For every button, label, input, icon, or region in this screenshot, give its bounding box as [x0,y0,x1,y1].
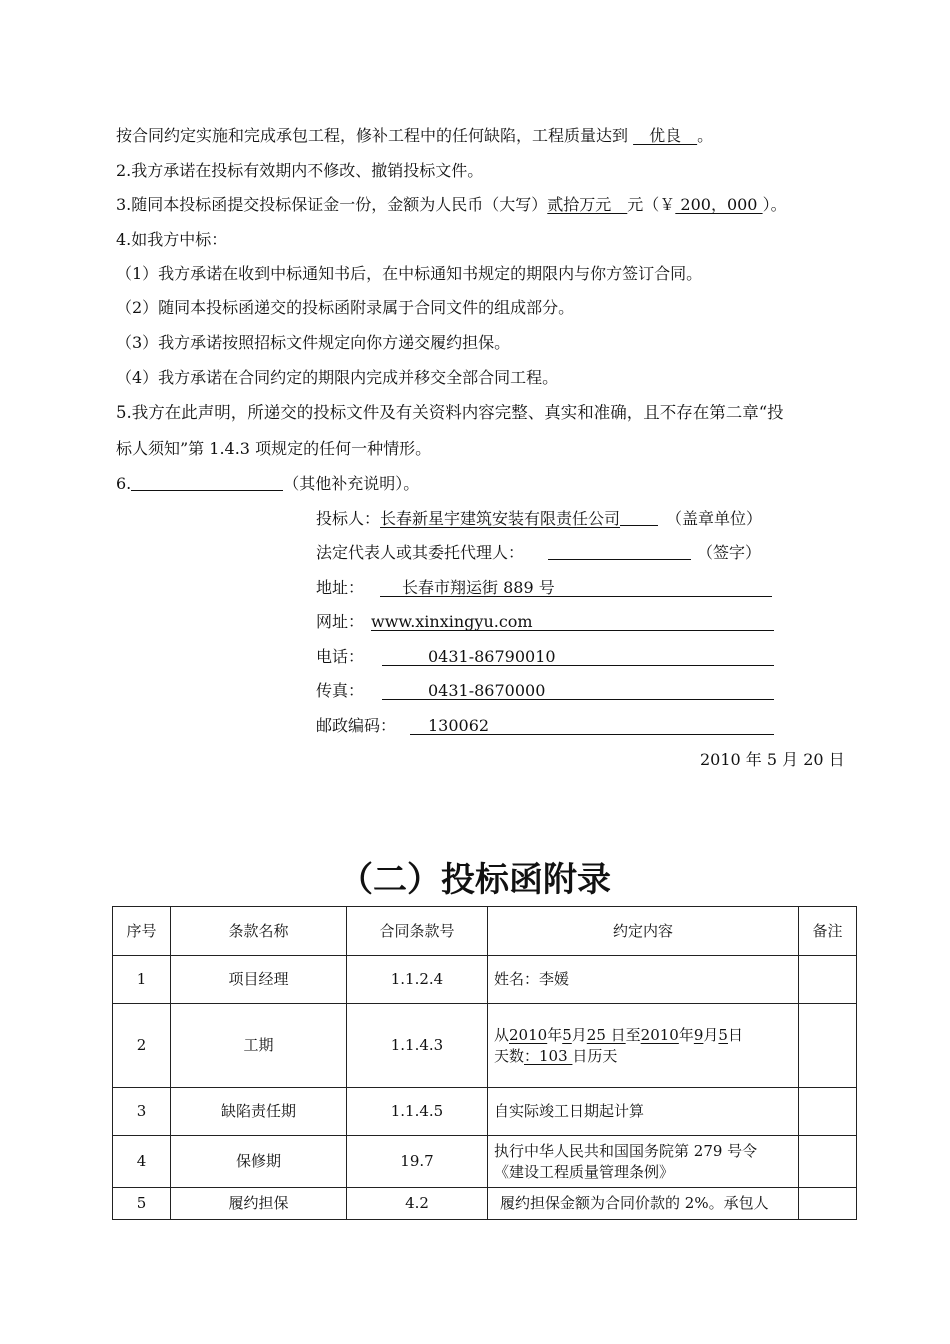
bidder-note: （盖章单位） [666,509,763,528]
cell-clause: 1.1.4.5 [347,1088,488,1136]
phone-row [316,647,776,667]
txt: 天数 [494,1046,525,1065]
postcode-row [316,716,776,736]
end-month: 9 [693,1025,704,1044]
website-value: www.xinxingyu.com [371,612,774,631]
postcode-value: 130062 [410,716,774,735]
txt: 至 [625,1025,641,1044]
bidder-value: 长春新星宇建筑安装有限责任公司 [380,509,621,528]
txt: 年 [547,1025,563,1044]
appendix-table [112,906,857,1220]
letter-item-6 [116,474,419,494]
cell-name: 缺陷责任期 [171,1088,347,1136]
item-6-number: 6. [116,474,132,493]
table-row [113,956,857,1004]
cell-remark [799,1088,857,1136]
table-row [113,1136,857,1188]
cell-no: 5 [113,1188,171,1220]
header-clause-number: 合同条款号 [347,907,488,956]
cell-clause: 19.7 [347,1136,488,1188]
cell-no: 3 [113,1088,171,1136]
deposit-amount-number: 200，000 [675,195,763,214]
cell-content: 履约担保金额为合同价款的 2%。承包人 [488,1188,799,1220]
duration-dates [494,1025,792,1046]
fax-value: 0431-8670000 [382,681,774,700]
cell-name: 履约担保 [171,1188,347,1220]
table-row [113,1188,857,1220]
cell-clause: 1.1.2.4 [347,956,488,1004]
cell-remark [799,956,857,1004]
letter-item-5-line2: 标人须知”第 1.4.3 项规定的任何一种情形。 [116,439,432,458]
item-6-text: （其他补充说明）。 [283,474,420,493]
quality-text: 按合同约定实施和完成承包工程，修补工程中的任何缺陷，工程质量达到 [116,126,634,145]
cell-remark [799,1188,857,1220]
quality-end: 。 [697,126,714,145]
letter-date: 2010 年 5 月 20 日 [700,750,845,769]
end-day: 5 [718,1025,728,1044]
days-value: ：103 [524,1046,573,1065]
end-year: 2010 [640,1025,679,1044]
phone-value: 0431-86790010 [382,647,774,666]
header-no: 序号 [113,907,171,956]
letter-item-4-4: （4）我方承诺在合同约定的期限内完成并移交全部合同工程。 [116,368,559,387]
website-label: 网址： [316,612,365,631]
address-row [316,578,776,598]
cell-content [488,1004,799,1088]
deposit-amount-words: 贰拾万元 [547,195,628,214]
fax-row [316,681,776,701]
txt: 日 [727,1025,743,1044]
fax-label: 传真： [316,681,365,700]
cell-remark [799,1136,857,1188]
start-year: 2010 [509,1025,548,1044]
cell-clause: 1.1.4.3 [347,1004,488,1088]
letter-item-4-2: （2）随同本投标函递交的投标函附录属于合同文件的组成部分。 [116,298,575,317]
table-row [113,1088,857,1136]
representative-signature-blank [548,543,691,560]
letter-line-quality [116,126,713,146]
content-line-1: 执行中华人民共和国国务院第 279 号令 [494,1141,758,1160]
cell-name: 项目经理 [171,956,347,1004]
letter-item-4-1: （1）我方承诺在收到中标通知书后，在中标通知书规定的期限内与你方签订合同。 [116,264,703,283]
cell-content [488,1136,799,1188]
appendix-title: （二）投标函附录 [339,860,611,900]
cell-content: 自实际竣工日期起计算 [488,1088,799,1136]
cell-remark [799,1004,857,1088]
letter-item-2: 2.我方承诺在投标有效期内不修改、撤销投标文件。 [116,161,484,180]
txt: 从 [494,1025,510,1044]
header-remark: 备注 [799,907,857,956]
representative-note: （签字） [697,543,762,562]
start-month: 5 [562,1025,572,1044]
address-value: 长春市翔运街 889 号 [380,578,772,597]
bidder-label: 投标人： [316,509,381,528]
cell-content: 姓名：李媛 [488,956,799,1004]
cell-no: 4 [113,1136,171,1188]
cell-no: 2 [113,1004,171,1088]
website-row [316,612,776,632]
deposit-text: 3.随同本投标函提交投标保证金一份，金额为人民币（大写） [116,195,548,214]
deposit-currency: 元（￥ [627,195,676,214]
cell-name: 保修期 [171,1136,347,1188]
txt: 月 [703,1025,719,1044]
representative-label: 法定代表人或其委托代理人： [316,543,525,562]
txt: 日历天 [572,1046,618,1065]
representative-row [316,543,761,563]
quality-value: 优良 [633,126,698,145]
deposit-end: ）。 [762,195,787,214]
start-day: 25 日 [586,1025,626,1044]
phone-label: 电话： [316,647,365,666]
table-row [113,1004,857,1088]
content-line-2: 《建设工程质量管理条例》 [494,1162,675,1181]
postcode-label: 邮政编码： [316,716,397,735]
supplement-blank [131,474,283,491]
bidder-blank [620,509,658,526]
letter-item-3 [116,195,787,215]
header-clause-name: 条款名称 [171,907,347,956]
letter-item-4-3: （3）我方承诺按照招标文件规定向你方递交履约担保。 [116,333,511,352]
letter-item-5-line1: 5.我方在此声明，所递交的投标文件及有关资料内容完整、真实和准确，且不存在第二章“投 [116,403,784,422]
duration-days [494,1046,792,1067]
txt: 月 [571,1025,587,1044]
address-label: 地址： [316,578,365,597]
letter-item-4: 4.如我方中标： [116,230,228,249]
table-header-row [113,907,857,956]
bidder-row [316,509,762,529]
cell-clause: 4.2 [347,1188,488,1220]
header-content: 约定内容 [488,907,799,956]
cell-name: 工期 [171,1004,347,1088]
cell-no: 1 [113,956,171,1004]
txt: 年 [678,1025,694,1044]
